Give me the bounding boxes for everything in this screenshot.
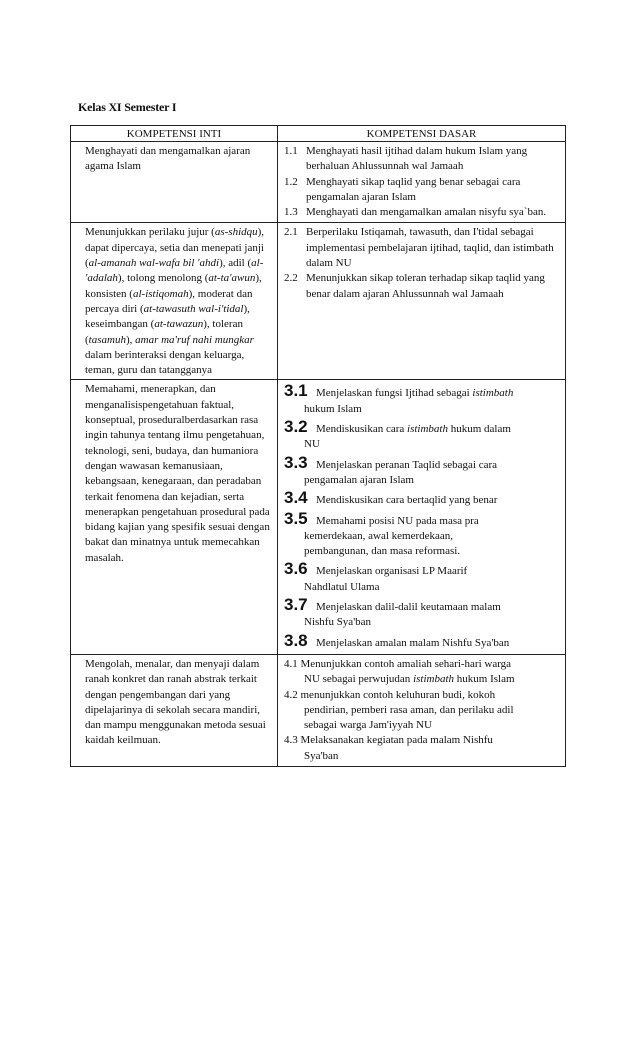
kompetensi-inti-cell	[71, 654, 278, 766]
kompetensi-dasar-text: Menjelaskan fungsi Ijtihad sebagai istimbath	[316, 387, 514, 400]
kompetensi-dasar-number: 3.7	[284, 595, 308, 615]
table-row	[71, 654, 566, 766]
kompetensi-dasar-text-continued: Sya'ban	[304, 749, 339, 762]
kompetensi-dasar-item	[284, 225, 559, 271]
kompetensi-dasar-item	[284, 382, 559, 417]
kompetensi-dasar-number: 3.4	[284, 488, 308, 508]
kompetensi-dasar-item	[284, 175, 559, 206]
kompetensi-dasar-item	[284, 657, 559, 688]
kompetensi-dasar-number: 2.1	[284, 226, 298, 239]
kompetensi-inti-cell	[71, 223, 278, 380]
kompetensi-dasar-text-continued: pengamalan ajaran Islam	[304, 473, 414, 486]
kompetensi-dasar-number: 3.2	[284, 417, 308, 437]
header-kompetensi-dasar: KOMPETENSI DASAR	[278, 126, 566, 142]
kompetensi-dasar-text: 4.2 menunjukkan contoh keluhuran budi, kokoh	[284, 688, 496, 701]
kompetensi-dasar-item	[284, 144, 559, 175]
kompetensi-dasar-text: Mendiskusikan cara istimbath hukum dalam	[316, 423, 511, 436]
kompetensi-inti-text: Memahami, menerapkan, dan menganalisispengetahuan faktual, konseptual, proseduralberdasarkan rasa ingin tahunya tentang ilmu pengetahuan, teknologi, seni, budaya, dan humaniora dengan wawasan kemanusiaan, kebangsaan, kenegaraan, dan peradaban terkait fenomena dan kejadian, serta menerapkan pengetahuan prosedural pada bidang kajian yang spesifik sesuai dengan bakat dan minatnya untuk memecahkan masalah.	[85, 383, 270, 564]
kompetensi-inti-cell	[71, 380, 278, 654]
kompetensi-dasar-text: Menjelaskan peranan Taqlid sebagai cara	[316, 458, 498, 471]
kompetensi-dasar-text: Menjelaskan amalan malam Nishfu Sya'ban	[316, 636, 510, 649]
kompetensi-dasar-text: 4.1 Menunjukkan contoh amaliah sehari-hari warga	[284, 657, 512, 670]
kompetensi-dasar-number: 1.1	[284, 145, 298, 157]
kompetensi-inti-text: Menghayati dan mengamalkan ajaran agama Islam	[85, 145, 251, 173]
kompetensi-dasar-text-continued: kemerdekaan, awal kemerdekaan, pembangunan, dan masa reformasi.	[304, 529, 461, 558]
kompetensi-dasar-number: 2.2	[284, 272, 298, 285]
kompetensi-dasar-item	[284, 510, 559, 560]
table-row	[71, 223, 566, 380]
kompetensi-inti-text: Menunjukkan perilaku jujur (as-shidqu), dapat dipercaya, setia dan menepati janji (al-amanah wal-wafa bil 'ahdi), adil (al-'adalah), tolong menolong (at-ta'awun), konsisten (al-istiqomah), moderat dan percaya diri (at-tawasuth wal-i'tidal), keseimbangan (at-tawazun), toleran (tasamuh), amar ma'ruf nahi mungkar dalam berinteraksi dengan keluarga, teman, guru dan tatangganya	[85, 226, 265, 377]
kompetensi-dasar-text: Menjelaskan organisasi LP Maarif	[316, 565, 468, 578]
kompetensi-dasar-number: 3.1	[284, 381, 308, 401]
kompetensi-dasar-text-continued: Nishfu Sya'ban	[304, 616, 372, 629]
kompetensi-dasar-number: 1.2	[284, 175, 298, 188]
table-row	[71, 380, 566, 654]
kompetensi-dasar-text-continued: hukum Islam	[304, 402, 362, 415]
kompetensi-dasar-item	[284, 733, 559, 764]
kompetensi-dasar-item	[284, 418, 559, 453]
kompetensi-dasar-item	[284, 205, 559, 220]
kompetensi-dasar-text: 4.3 Melaksanakan kegiatan pada malam Nishfu	[284, 734, 493, 747]
kompetensi-dasar-text-continued: pendirian, pemberi rasa aman, dan perilaku adil sebagai warga Jam'iyyah NU	[304, 703, 514, 732]
kompetensi-dasar-text-continued: NU	[304, 438, 320, 451]
kompetensi-dasar-text: Menghayati hasil ijtihad dalam hukum Islam yang berhaluan Ahlussunnah wal Jamaah	[306, 145, 528, 173]
table-header-row	[71, 126, 566, 142]
kompetensi-dasar-text: Menghayati sikap taqlid yang benar sebagai cara pengamalan ajaran Islam	[306, 175, 521, 203]
kompetensi-dasar-number: 3.5	[284, 508, 308, 528]
page-title: Kelas XI Semester I	[78, 100, 177, 114]
kompetensi-dasar-text-continued: NU sebagai perwujudan istimbath hukum Islam	[304, 673, 515, 686]
kompetensi-dasar-cell	[278, 380, 566, 654]
kompetensi-dasar-text-continued: Nahdlatul Ulama	[304, 580, 380, 593]
kompetensi-dasar-text: Menghayati dan mengamalkan amalan nisyfu sya`ban.	[306, 206, 547, 219]
kompetensi-dasar-number: 3.8	[284, 630, 308, 650]
kompetensi-inti-cell	[71, 142, 278, 223]
header-kompetensi-inti: KOMPETENSI INTI	[71, 126, 278, 142]
kompetensi-dasar-cell	[278, 142, 566, 223]
kompetensi-dasar-item	[284, 632, 559, 651]
kompetensi-dasar-number: 3.6	[284, 559, 308, 579]
kompetensi-inti-text: Mengolah, menalar, dan menyaji dalam ranah konkret dan ranah abstrak terkait dengan pengembangan dari yang dipelajarinya di sekolah secara mandiri, dan mampu menggunakan metoda sesuai kaidah keilmuan.	[85, 657, 266, 747]
kompetensi-dasar-item	[284, 489, 559, 508]
kompetensi-dasar-text: Menjelaskan dalil-dalil keutamaan malam	[316, 601, 501, 614]
kompetensi-dasar-text: Mendiskusikan cara bertaqlid yang benar	[316, 494, 498, 507]
kompetensi-dasar-item	[284, 560, 559, 595]
competency-table	[70, 125, 566, 767]
kompetensi-dasar-text: Menunjukkan sikap toleran terhadap sikap taqlid yang benar dalam ajaran Ahlussunnah wal Jamaah	[306, 272, 545, 300]
kompetensi-dasar-text: Memahami posisi NU pada masa pra	[316, 514, 479, 527]
kompetensi-dasar-item	[284, 454, 559, 489]
kompetensi-dasar-number: 1.3	[284, 206, 298, 219]
kompetensi-dasar-number: 3.3	[284, 452, 308, 472]
kompetensi-dasar-item	[284, 596, 559, 631]
table-row	[71, 142, 566, 223]
kompetensi-dasar-cell	[278, 223, 566, 380]
kompetensi-dasar-item	[284, 688, 559, 734]
kompetensi-dasar-text: Berperilaku Istiqamah, tawasuth, dan I'tidal sebagai implementasi pembelajaran ijtihad, taqlid, dan istimbath dalam NU	[306, 226, 554, 270]
kompetensi-dasar-item	[284, 271, 559, 302]
kompetensi-dasar-cell	[278, 654, 566, 766]
